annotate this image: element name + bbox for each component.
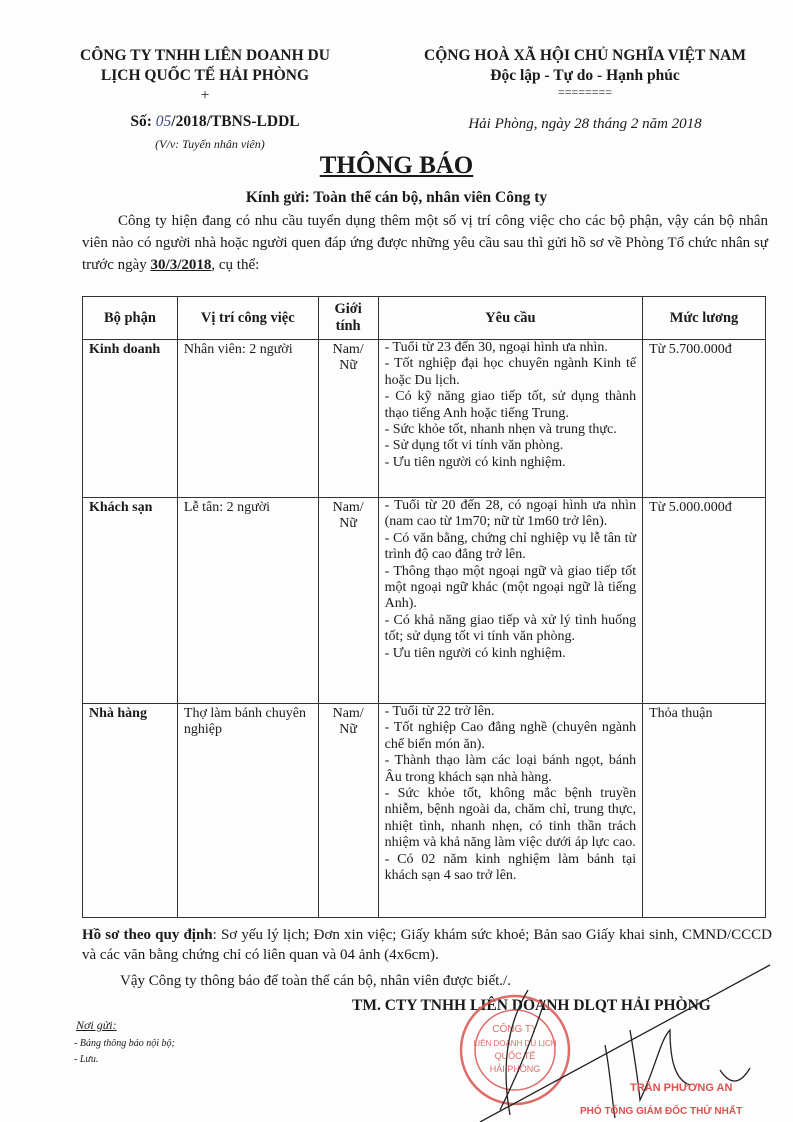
requirements-cell: [378, 704, 642, 918]
column-header: Yêu cầu: [378, 297, 642, 340]
position-cell: Nhân viên: 2 người: [177, 340, 318, 498]
signer-name: TRẦN PHƯƠNG AN: [630, 1082, 733, 1094]
plus-mark: +: [200, 87, 210, 104]
requirement-item: - Sức khỏe tốt, nhanh nhẹn và trung thực.: [384, 422, 617, 438]
column-header: Giới tính: [318, 297, 378, 340]
stamp-text: QUỐC TẾ: [494, 1051, 536, 1061]
requirement-item: - Có khả năng giao tiếp và xử lý tình huống tốt; sử dụng tốt vi tính văn phòng.: [384, 612, 637, 645]
deadline-date: 30/3/2018: [150, 257, 212, 273]
doc-number-rest: /2018/TBNS-LDDL: [171, 113, 300, 130]
requirement-item: - Ưu tiên người có kinh nghiệm.: [384, 454, 566, 470]
country-name: CỘNG HOÀ XÃ HỘI CHỦ NGHĨA VIỆT NAM: [424, 47, 746, 64]
requirement-item: - Sức khỏe tốt, không mắc bệnh truyền nhiễm, bệnh ngoài da, chăm chỉ, trung thực, nhiệt tình, nhanh nhẹn, có tinh thần trách nhiệm và khả năng làm việc dưới áp lực cao.: [384, 786, 637, 851]
requirement-item: - Có văn bằng, chứng chỉ nghiệp vụ lễ tân từ trình độ cao đẳng trở lên.: [384, 530, 637, 563]
recipient-item: - Lưu.: [74, 1054, 99, 1065]
salary-cell: Thỏa thuận: [643, 704, 766, 918]
company-header: [60, 46, 350, 154]
salary-cell: Từ 5.000.000đ: [643, 498, 766, 704]
requirement-item: - Có kỹ năng giao tiếp tốt, sử dụng thành thạo tiếng Anh hoặc tiếng Trung.: [384, 389, 637, 421]
doc-number-handwritten: 05: [155, 113, 172, 130]
documents-text: : Sơ yếu lý lịch; Đơn xin việc; Giấy khám sức khoẻ; Bản sao Giấy khai sinh, CMND/CCCD và các văn bằng chứng chỉ có liên quan và 04 ảnh (4x6cm).: [82, 927, 772, 963]
recipients-list: [74, 1036, 175, 1068]
document-subject: (V/v: Tuyển nhân viên): [155, 137, 265, 151]
position-cell: Lễ tân: 2 người: [177, 498, 318, 704]
requirements-cell: [378, 340, 642, 498]
intro-text: Công ty hiện đang có nhu cầu tuyển dụng thêm một số vị trí công việc cho các bộ phận, vậy cán bộ nhân viên nào có người nhà hoặc người quen đáp ứng được những yêu cầu sau thì gửi hồ sơ về Phòng Tổ chức nhân sự trước ngày: [82, 213, 768, 273]
company-name-line1: CÔNG TY TNHH LIÊN DOANH DU: [80, 47, 330, 64]
table-row: [83, 498, 766, 704]
place-date: Hải Phòng, ngày 28 tháng 2 năm 2018: [468, 116, 702, 132]
closing-line: Vậy Công ty thông báo để toàn thể cán bộ, nhân viên được biết./.: [120, 973, 511, 989]
signatory-organization: TM. CTY TNHH LIÊN DOANH DLQT HẢI PHÒNG: [352, 997, 711, 1014]
gender-cell: Nam/ Nữ: [318, 704, 378, 918]
document-number: [60, 112, 350, 132]
requirement-item: - Thành thạo làm các loại bánh ngọt, bánh Âu trong khách sạn nhà hàng.: [384, 753, 637, 785]
doc-number-label: Số:: [130, 113, 156, 130]
salary-cell: Từ 5.700.000đ: [643, 340, 766, 498]
table-header-row: [83, 297, 766, 340]
national-motto: Độc lập - Tự do - Hạnh phúc: [490, 67, 680, 84]
national-header: [385, 46, 785, 134]
department-cell: Nhà hàng: [83, 704, 178, 918]
requirement-item: - Tuổi từ 23 đến 30, ngoại hình ưa nhìn.: [384, 340, 608, 355]
requirement-item: - Tuổi từ 22 trở lên.: [384, 704, 495, 719]
documents-label: Hồ sơ theo quy định: [82, 927, 213, 943]
recipient-line: Kính gửi: Toàn thể cán bộ, nhân viên Công ty: [245, 189, 548, 206]
requirement-item: - Tốt nghiệp Cao đẳng nghề (chuyên ngành chế biến món ăn).: [384, 720, 637, 752]
stamp-and-signature: [440, 950, 793, 1122]
motto-rule: ========: [557, 85, 613, 99]
company-stamp: [461, 996, 569, 1104]
gender-cell: Nam/ Nữ: [318, 498, 378, 704]
column-header: Bộ phận: [83, 297, 178, 340]
requirement-item: - Sử dụng tốt vi tính văn phòng.: [384, 438, 564, 454]
department-cell: Kinh doanh: [83, 340, 178, 498]
position-cell: Thợ làm bánh chuyên nghiệp: [177, 704, 318, 918]
stamp-text: CÔNG TY: [492, 1024, 538, 1035]
column-header: Vị trí công việc: [177, 297, 318, 340]
stamp-text: LIÊN DOANH DU LỊCH: [473, 1039, 557, 1048]
requirement-item: - Tốt nghiệp đại học chuyên ngành Kinh tế hoặc Du lịch.: [384, 356, 637, 388]
company-name-line2: LỊCH QUỐC TẾ HẢI PHÒNG: [100, 67, 310, 84]
requirement-item: - Thông thạo một ngoại ngữ và giao tiếp tốt một ngoại ngữ khác (một ngoại ngữ là tiếng Anh).: [384, 563, 637, 612]
table-row: [83, 704, 766, 918]
recipient-item: - Bảng thông báo nội bộ;: [74, 1038, 175, 1049]
recipients-label: Nơi gửi:: [76, 1018, 117, 1032]
intro-tail: , cụ thể:: [211, 257, 260, 273]
stamp-text: HẢI PHÒNG: [489, 1064, 541, 1074]
table-row: [83, 340, 766, 498]
job-table: [82, 296, 766, 918]
column-header: Mức lương: [643, 297, 766, 340]
requirement-item: - Ưu tiên người có kinh nghiệm.: [384, 645, 566, 661]
signer-title: PHÓ TỔNG GIÁM ĐỐC THỨ NHẤT: [580, 1106, 743, 1117]
requirement-item: - Có 02 năm kinh nghiệm làm bánh tại khách sạn 4 sao trở lên.: [384, 851, 637, 884]
department-cell: Khách sạn: [83, 498, 178, 704]
intro-paragraph: [82, 210, 768, 276]
document-title: THÔNG BÁO: [319, 152, 474, 179]
requirements-cell: [378, 498, 642, 704]
gender-cell: Nam/ Nữ: [318, 340, 378, 498]
requirement-item: - Tuổi từ 20 đến 28, có ngoại hình ưa nhìn (nam cao từ 1m70; nữ từ 1m60 trở lên).: [384, 498, 637, 530]
